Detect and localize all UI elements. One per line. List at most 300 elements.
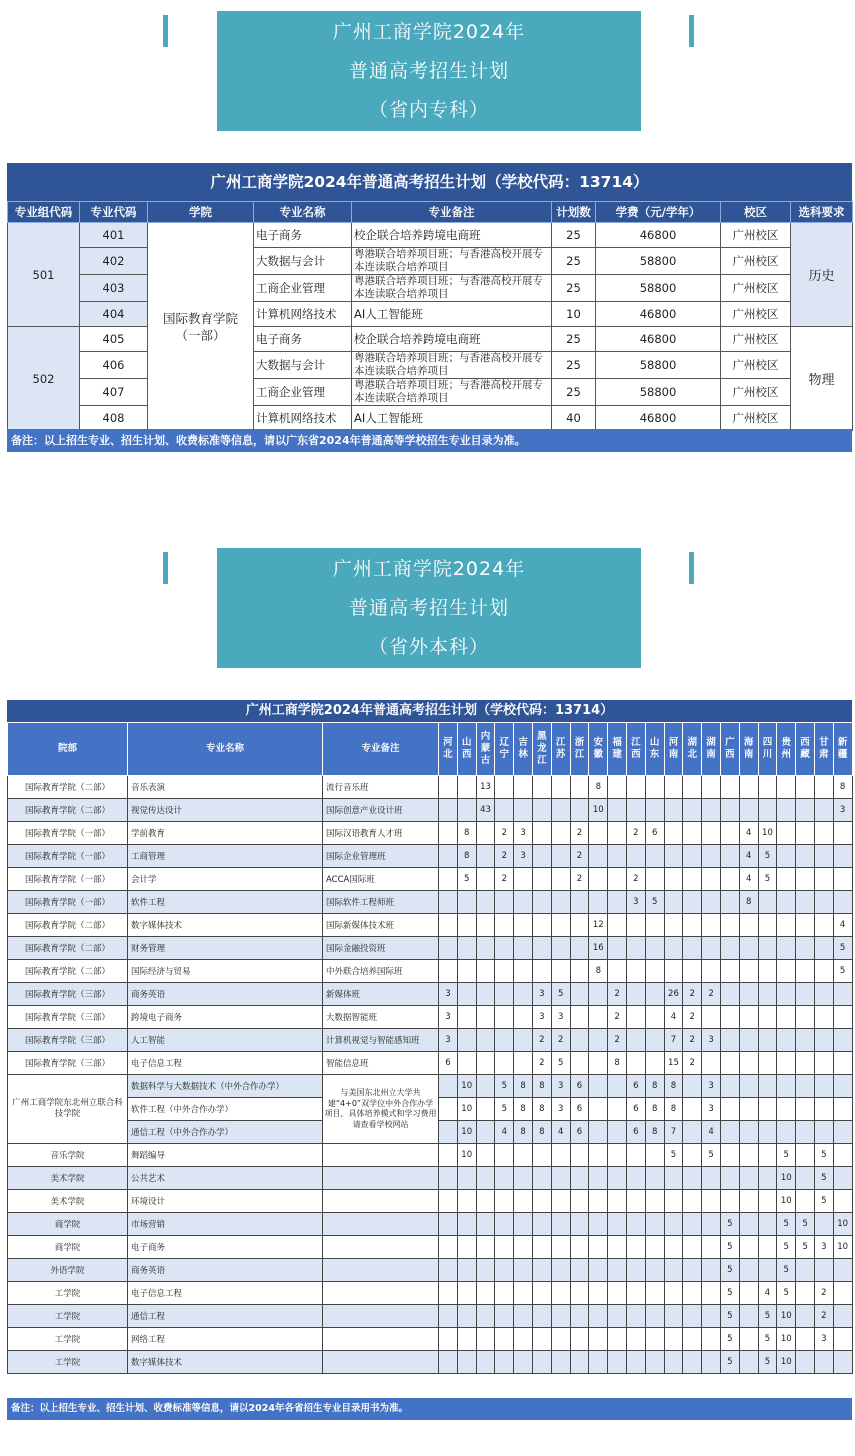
plan-count-cell	[514, 983, 533, 1006]
plan-count-cell	[570, 1236, 589, 1259]
plan-count-cell	[758, 776, 777, 799]
plan-count-cell	[739, 1351, 758, 1374]
plan-count-cell: 2	[683, 983, 702, 1006]
plan-count-cell	[833, 1305, 852, 1328]
plan-count-cell: 4	[739, 868, 758, 891]
plan-count-cell	[532, 914, 551, 937]
plan-count-cell: 2	[683, 1029, 702, 1052]
table-row	[8, 1075, 853, 1098]
table-row	[8, 302, 853, 327]
plan-count-cell	[720, 1167, 739, 1190]
plan-count-cell	[645, 1006, 664, 1029]
plan-count-cell	[514, 1052, 533, 1075]
plan-count-cell	[476, 1121, 495, 1144]
plan-count-cell: 2	[626, 868, 645, 891]
plan-count-cell	[457, 1029, 476, 1052]
table-row	[8, 937, 853, 960]
plan-count-cell	[814, 937, 833, 960]
table-row	[8, 327, 853, 352]
province-header: 内 蒙 古	[476, 723, 495, 776]
plan-count-cell: 2	[702, 983, 721, 1006]
plan-count-cell	[702, 1167, 721, 1190]
department-cell: 工学院	[8, 1282, 128, 1305]
plan-count-cell	[608, 937, 627, 960]
plan-count-cell: 3	[439, 1006, 458, 1029]
major-name-cell: 商务英语	[128, 1259, 323, 1282]
plan-count-cell: 5	[495, 1075, 514, 1098]
plan-count-cell: 3	[551, 1075, 570, 1098]
plan-count-cell	[514, 1305, 533, 1328]
plan-count-cell	[796, 914, 815, 937]
plan-count-cell	[608, 1075, 627, 1098]
plan-count-cell	[683, 1098, 702, 1121]
plan-count-cell	[683, 1144, 702, 1167]
plan-count-cell	[626, 1259, 645, 1282]
plan-count-cell	[439, 1259, 458, 1282]
plan-count-cell: 5	[777, 1236, 796, 1259]
plan-count-cell	[683, 960, 702, 983]
tuition-cell: 58800	[596, 275, 721, 302]
plan-count-cell: 8	[645, 1121, 664, 1144]
major-name-cell: 环境设计	[128, 1190, 323, 1213]
plan-count-cell	[495, 1259, 514, 1282]
plan-count-cell: 3	[626, 891, 645, 914]
plan-count-cell	[702, 1259, 721, 1282]
plan-count-cell	[664, 914, 683, 937]
department-cell: 美术学院	[8, 1167, 128, 1190]
plan-count-cell	[514, 1213, 533, 1236]
major-name-cell: 工商管理	[128, 845, 323, 868]
plan-count-cell	[457, 960, 476, 983]
plan-count-cell	[457, 891, 476, 914]
plan-count-cell	[664, 776, 683, 799]
plan-count-cell: 10	[777, 1305, 796, 1328]
department-cell: 国际教育学院（二部）	[8, 776, 128, 799]
major-note-cell: 粤港联合培养项目班；与香港高校开展专本连读联合培养项目	[352, 352, 552, 379]
plan-count-cell: 25	[552, 223, 596, 248]
plan-count-cell	[495, 1213, 514, 1236]
plan-count-cell	[683, 1167, 702, 1190]
plan-count-cell	[645, 1351, 664, 1374]
plan-count-cell	[645, 868, 664, 891]
title-line: 广州工商学院2024年	[332, 20, 526, 43]
plan-count-cell	[457, 983, 476, 1006]
plan-count-cell	[476, 868, 495, 891]
campus-cell: 广州校区	[721, 352, 791, 379]
plan-count-cell	[758, 1236, 777, 1259]
plan-count-cell	[476, 1351, 495, 1374]
plan-count-cell	[777, 799, 796, 822]
plan-count-cell	[796, 891, 815, 914]
plan-count-cell	[702, 1190, 721, 1213]
plan-count-cell	[476, 1052, 495, 1075]
plan-count-cell	[645, 845, 664, 868]
major-name-cell: 商务英语	[128, 983, 323, 1006]
plan-count-cell	[514, 868, 533, 891]
plan-count-cell	[739, 799, 758, 822]
plan-count-cell: 2	[495, 822, 514, 845]
plan-count-cell: 2	[626, 822, 645, 845]
column-header: 专业组代码	[8, 202, 80, 223]
plan-count-cell	[645, 1167, 664, 1190]
plan-count-cell	[514, 1282, 533, 1305]
plan-count-cell	[608, 1351, 627, 1374]
plan-count-cell	[457, 1305, 476, 1328]
plan-count-cell	[532, 891, 551, 914]
major-name-cell: 财务管理	[128, 937, 323, 960]
plan-count-cell: 2	[532, 1052, 551, 1075]
plan-count-cell	[626, 914, 645, 937]
plan-count-cell	[796, 1282, 815, 1305]
plan-count-cell	[626, 1305, 645, 1328]
plan-count-cell: 3	[532, 1006, 551, 1029]
plan-count-cell	[439, 914, 458, 937]
plan-count-cell: 5	[720, 1282, 739, 1305]
plan-count-cell	[514, 1328, 533, 1351]
major-name-cell: 计算机网络技术	[254, 302, 352, 327]
plan-count-cell	[608, 868, 627, 891]
plan-count-cell	[664, 868, 683, 891]
plan-count-cell	[626, 1167, 645, 1190]
plan-count-cell	[720, 1144, 739, 1167]
plan-count-cell	[777, 776, 796, 799]
plan-count-cell	[514, 1351, 533, 1374]
plan-count-cell	[514, 1190, 533, 1213]
plan-count-cell	[626, 1213, 645, 1236]
province-header: 吉 林	[514, 723, 533, 776]
table-row	[8, 1328, 853, 1351]
plan-count-cell	[626, 937, 645, 960]
major-code-cell: 402	[80, 248, 148, 275]
department-cell: 工学院	[8, 1351, 128, 1374]
plan-count-cell	[551, 1144, 570, 1167]
major-name-cell: 跨境电子商务	[128, 1006, 323, 1029]
plan-count-cell	[570, 1282, 589, 1305]
plan-count-cell	[439, 799, 458, 822]
tuition-cell: 58800	[596, 248, 721, 275]
department-cell: 音乐学院	[8, 1144, 128, 1167]
table-row	[8, 1144, 853, 1167]
plan-count-cell: 12	[589, 914, 608, 937]
plan-count-cell	[720, 937, 739, 960]
plan-count-cell	[796, 1351, 815, 1374]
plan-count-cell	[439, 1213, 458, 1236]
plan-count-cell	[608, 822, 627, 845]
plan-count-cell	[589, 1351, 608, 1374]
plan-count-cell	[570, 1144, 589, 1167]
plan-count-cell	[608, 799, 627, 822]
plan-count-cell	[833, 1098, 852, 1121]
plan-count-cell: 6	[626, 1098, 645, 1121]
plan-count-cell	[758, 1006, 777, 1029]
plan-count-cell	[796, 776, 815, 799]
plan-count-cell: 2	[683, 1052, 702, 1075]
plan-count-cell: 6	[626, 1121, 645, 1144]
plan-count-cell	[645, 1259, 664, 1282]
plan-count-cell	[532, 1305, 551, 1328]
plan-count-cell	[796, 1098, 815, 1121]
plan-count-cell	[457, 1351, 476, 1374]
plan-count-cell: 5	[551, 1052, 570, 1075]
plan-count-cell	[514, 1167, 533, 1190]
plan-count-cell	[476, 1144, 495, 1167]
plan-count-cell: 3	[702, 1029, 721, 1052]
major-note-cell	[323, 1213, 439, 1236]
plan-count-cell: 3	[551, 1098, 570, 1121]
plan-count-cell	[758, 937, 777, 960]
plan-count-cell	[532, 1144, 551, 1167]
plan-count-cell	[532, 1236, 551, 1259]
plan-count-cell	[758, 799, 777, 822]
title-accent-left	[163, 552, 168, 584]
plan-count-cell	[608, 1236, 627, 1259]
plan-count-cell	[439, 822, 458, 845]
title-accent-right	[689, 552, 694, 584]
plan-count-cell	[589, 1305, 608, 1328]
group-code-cell: 502	[8, 327, 80, 431]
major-name-cell: 舞蹈编导	[128, 1144, 323, 1167]
plan-count-cell	[758, 960, 777, 983]
plan-count-cell	[476, 1098, 495, 1121]
plan-count-cell	[457, 1190, 476, 1213]
plan-count-cell	[833, 1075, 852, 1098]
plan-count-cell	[796, 1006, 815, 1029]
plan-count-cell	[777, 868, 796, 891]
major-name-cell: 软件工程	[128, 891, 323, 914]
plan-count-cell	[570, 799, 589, 822]
plan-count-cell	[495, 1236, 514, 1259]
plan-count-cell	[739, 960, 758, 983]
plan-count-cell	[570, 1052, 589, 1075]
plan-count-cell: 4	[702, 1121, 721, 1144]
plan-count-cell	[814, 1052, 833, 1075]
major-note-cell: 与美国东北州立大学共建“4+0”双学位中外合作办学项目，具体培养模式和学习费用请查看学校网站	[323, 1075, 439, 1144]
plan-count-cell	[476, 822, 495, 845]
major-note-cell: 国际新媒体技术班	[323, 914, 439, 937]
title-accent-left	[163, 15, 168, 47]
plan-count-cell	[758, 1144, 777, 1167]
plan-count-cell	[551, 776, 570, 799]
tuition-cell: 58800	[596, 352, 721, 379]
plan-count-cell	[495, 1305, 514, 1328]
plan-count-cell: 5	[814, 1167, 833, 1190]
plan-count-cell: 6	[439, 1052, 458, 1075]
plan-count-cell: 5	[814, 1190, 833, 1213]
plan-count-cell	[551, 1259, 570, 1282]
plan-count-cell	[608, 1282, 627, 1305]
plan-count-cell	[589, 891, 608, 914]
major-name-cell: 大数据与会计	[254, 248, 352, 275]
plan-count-cell	[796, 822, 815, 845]
title-block-out-province	[217, 548, 641, 668]
plan-count-cell	[495, 1167, 514, 1190]
plan-count-cell: 3	[439, 1029, 458, 1052]
plan-count-cell	[720, 1098, 739, 1121]
plan-count-cell	[476, 960, 495, 983]
plan-count-cell: 5	[796, 1236, 815, 1259]
plan-count-cell	[532, 1190, 551, 1213]
plan-count-cell	[495, 1328, 514, 1351]
plan-count-cell	[814, 891, 833, 914]
plan-count-cell: 5	[720, 1259, 739, 1282]
major-code-cell: 403	[80, 275, 148, 302]
plan-count-cell: 8	[532, 1121, 551, 1144]
department-cell: 国际教育学院（一部）	[8, 891, 128, 914]
department-cell: 国际教育学院（一部）	[8, 845, 128, 868]
major-note-cell: 计算机视觉与智能感知班	[323, 1029, 439, 1052]
plan-count-cell	[814, 1029, 833, 1052]
plan-count-cell	[476, 891, 495, 914]
plan-count-cell	[739, 1236, 758, 1259]
plan-count-cell	[626, 799, 645, 822]
plan-count-cell	[814, 1098, 833, 1121]
plan-count-cell	[720, 983, 739, 1006]
plan-count-cell	[702, 960, 721, 983]
plan-count-cell: 5	[777, 1259, 796, 1282]
plan-count-cell	[608, 1259, 627, 1282]
subject-requirement-cell: 历史	[791, 223, 853, 327]
major-name-cell: 国际经济与贸易	[128, 960, 323, 983]
major-code-cell: 408	[80, 406, 148, 431]
plan-count-cell	[514, 914, 533, 937]
plan-count-cell	[570, 960, 589, 983]
plan-count-cell: 3	[814, 1328, 833, 1351]
plan-count-cell	[439, 845, 458, 868]
plan-count-cell	[833, 1259, 852, 1282]
plan-count-cell	[608, 891, 627, 914]
plan-count-cell	[758, 891, 777, 914]
plan-count-cell	[777, 845, 796, 868]
department-cell: 国际教育学院（一部）	[8, 822, 128, 845]
major-name-cell: 大数据与会计	[254, 352, 352, 379]
plan-count-cell: 3	[833, 799, 852, 822]
plan-count-cell	[739, 776, 758, 799]
major-note-cell: 国际金融投资班	[323, 937, 439, 960]
plan-count-cell	[720, 1121, 739, 1144]
plan-count-cell	[796, 960, 815, 983]
plan-count-cell	[532, 1213, 551, 1236]
plan-count-cell: 10	[833, 1213, 852, 1236]
title-line: （省内专科）	[368, 98, 489, 121]
plan-count-cell: 4	[664, 1006, 683, 1029]
column-header: 专业名称	[128, 723, 323, 776]
province-header: 新 疆	[833, 723, 852, 776]
plan-count-cell	[457, 937, 476, 960]
table-row	[8, 1236, 853, 1259]
plan-count-cell	[664, 960, 683, 983]
plan-count-cell: 2	[495, 868, 514, 891]
plan-count-cell	[796, 1121, 815, 1144]
plan-count-cell: 8	[589, 960, 608, 983]
plan-count-cell: 5	[720, 1328, 739, 1351]
plan-count-cell: 5	[720, 1351, 739, 1374]
table-row	[8, 379, 853, 406]
plan-count-cell	[589, 1098, 608, 1121]
plan-count-cell	[702, 1213, 721, 1236]
plan-count-cell	[683, 1328, 702, 1351]
plan-count-cell: 2	[532, 1029, 551, 1052]
plan-count-cell	[664, 822, 683, 845]
plan-count-cell	[796, 799, 815, 822]
table-row	[8, 868, 853, 891]
department-cell: 工学院	[8, 1305, 128, 1328]
major-name-cell: 电子商务	[254, 327, 352, 352]
plan-count-cell	[589, 1075, 608, 1098]
plan-count-cell	[664, 1213, 683, 1236]
plan-count-cell: 8	[608, 1052, 627, 1075]
plan-count-cell	[551, 891, 570, 914]
department-cell: 国际教育学院（一部）	[8, 868, 128, 891]
plan-count-cell	[514, 937, 533, 960]
province-header: 黑 龙 江	[532, 723, 551, 776]
plan-count-cell	[608, 1167, 627, 1190]
plan-count-cell: 4	[758, 1282, 777, 1305]
plan-count-cell	[777, 1052, 796, 1075]
column-header: 专业备注	[352, 202, 552, 223]
plan-count-cell	[439, 1167, 458, 1190]
plan-count-cell: 8	[457, 845, 476, 868]
province-header: 湖 北	[683, 723, 702, 776]
plan-count-cell: 4	[739, 845, 758, 868]
plan-count-cell	[476, 1006, 495, 1029]
plan-count-cell	[626, 1190, 645, 1213]
plan-count-cell: 10	[777, 1167, 796, 1190]
plan-count-cell	[551, 937, 570, 960]
plan-count-cell	[758, 1121, 777, 1144]
plan-count-cell	[739, 1167, 758, 1190]
plan-count-cell: 3	[551, 1006, 570, 1029]
plan-count-cell	[777, 1006, 796, 1029]
plan-count-cell	[720, 868, 739, 891]
plan-count-cell	[683, 776, 702, 799]
plan-count-cell: 2	[608, 1029, 627, 1052]
plan-count-cell	[626, 1029, 645, 1052]
plan-count-cell	[796, 1144, 815, 1167]
plan-count-cell: 4	[495, 1121, 514, 1144]
plan-count-cell	[608, 960, 627, 983]
plan-count-cell	[645, 1213, 664, 1236]
plan-count-cell: 5	[702, 1144, 721, 1167]
plan-count-cell	[814, 983, 833, 1006]
plan-count-cell	[532, 822, 551, 845]
plan-count-cell	[833, 845, 852, 868]
plan-count-cell	[645, 1029, 664, 1052]
plan-count-cell	[514, 1236, 533, 1259]
plan-count-cell: 2	[570, 822, 589, 845]
plan-count-cell	[833, 891, 852, 914]
table1-footer-note: 备注：以上招生专业、招生计划、收费标准等信息，请以广东省2024年普通高等学校招生专业目录为准。	[7, 429, 852, 452]
table-row	[8, 352, 853, 379]
campus-cell: 广州校区	[721, 248, 791, 275]
plan-count-cell	[626, 1328, 645, 1351]
plan-count-cell: 4	[739, 822, 758, 845]
plan-count-cell	[833, 1052, 852, 1075]
plan-count-cell	[608, 914, 627, 937]
plan-count-cell	[814, 960, 833, 983]
plan-count-cell: 2	[608, 983, 627, 1006]
title-line: 普通高考招生计划	[348, 596, 509, 619]
table-row	[8, 248, 853, 275]
plan-count-cell: 5	[758, 845, 777, 868]
plan-count-cell	[532, 776, 551, 799]
plan-count-cell	[702, 1006, 721, 1029]
plan-count-cell: 25	[552, 379, 596, 406]
major-note-cell	[323, 1328, 439, 1351]
plan-count-cell	[702, 776, 721, 799]
plan-count-cell	[439, 1144, 458, 1167]
campus-cell: 广州校区	[721, 327, 791, 352]
plan-count-cell	[589, 1236, 608, 1259]
